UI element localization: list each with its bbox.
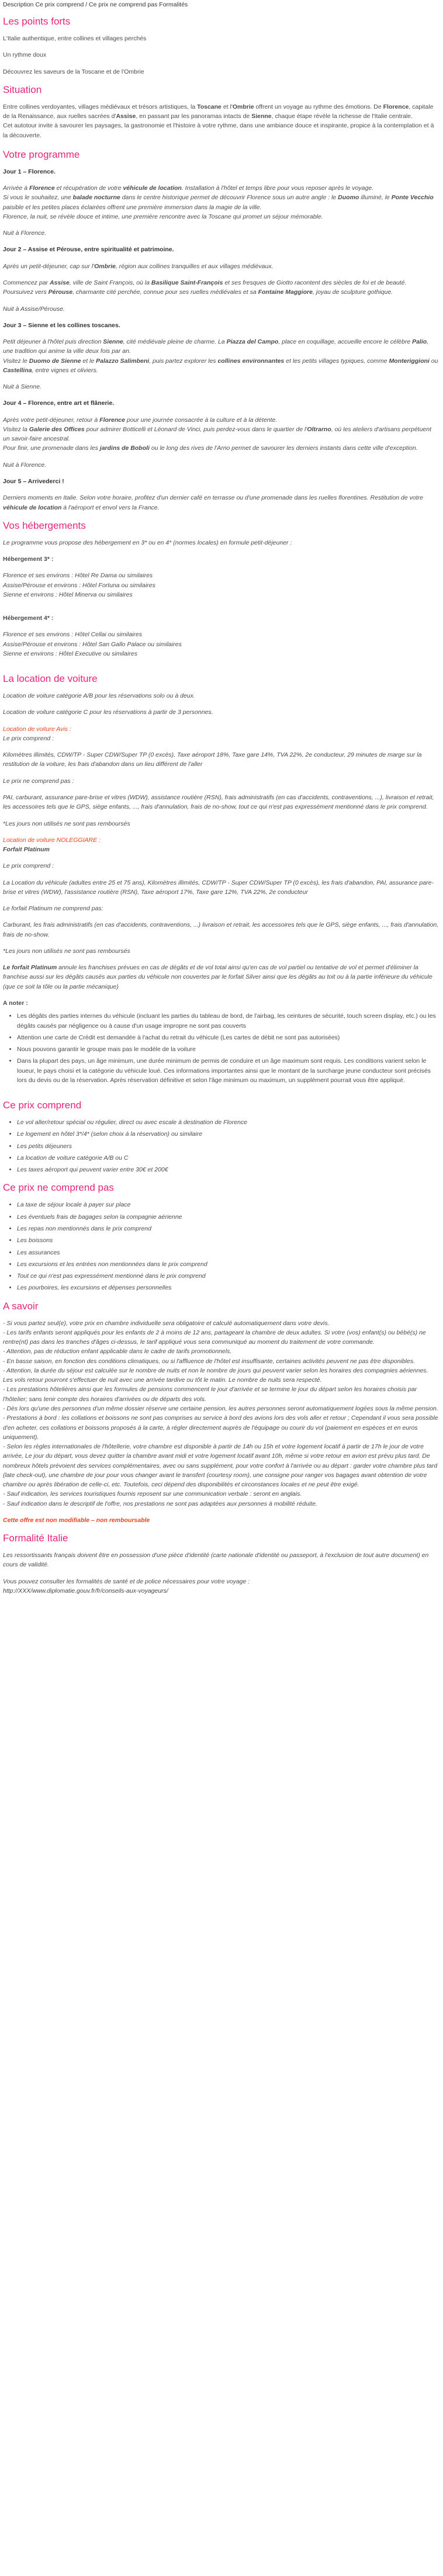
- tabs-line[interactable]: Description Ce prix comprend / Ce prix ne comprend pas Formalités: [3, 1, 188, 8]
- list-item: • La taxe de séjour locale à payer sur place: [17, 1200, 439, 1209]
- forfait-title: Forfait Platinum: [3, 846, 50, 854]
- list-item: • Les assurances: [17, 1248, 439, 1257]
- noleggiare-non-label: Le forfait Platinum ne comprend pas:: [3, 905, 103, 913]
- avis-non-detail: PAI, carburant, assurance pare-brise et vitres (WDW), assistance routière (RSN), frais administratifs (en cas d'accidents, contraventions, ...), livraison et retrait, les accessoires tels que le GPS, siège enfants, ..., frais d'annulation, frais de no-show, tout ce qui n'est pas expressément mentionné dans le prix comprend.: [3, 794, 434, 811]
- day1-title: Jour 1 – Florence.: [3, 168, 56, 175]
- day2-title: Jour 2 – Assise et Pérouse, entre spiritualité et patrimoine.: [3, 246, 174, 254]
- hebergements-intro: Le programme vous propose des hébergement en 3* ou en 4* (normes locales) en formule petit-déjeuner :: [3, 539, 292, 546]
- hebergement-4-list: Florence et ses environs : Hôtel Cellai ou similaires Assise/Pérouse et environs : Hôtel San Gallo Palace ou similaires Sienne et environs : Hôtel Executive ou similaires: [3, 631, 182, 657]
- point-fort-2: Un rythme doux: [3, 51, 47, 59]
- noleggiare-title: Location de voiture NOLEGGIARE :: [3, 836, 101, 844]
- formalite-p1: Les ressortissants français doivent être en possession d'une pièce d'identité (carte nationale d'identité ou passeport, à l'exclusion de tout autre document) en cours de validité.: [3, 1552, 429, 1569]
- list-item: • Nous pouvons garantir le groupe mais pas le modèle de la voiture: [17, 1045, 439, 1054]
- avis-title: Location de voiture Avis :: [3, 725, 71, 733]
- hebergement-4-title: Hébergement 4* :: [3, 615, 54, 622]
- list-item: • Les éventuels frais de bagages selon la compagnie aérienne: [17, 1212, 439, 1222]
- situation-heading: Situation: [3, 84, 42, 95]
- list-item: • Attention une carte de Crédit est demandée à l'achat du retrait du véhicule (Les cartes de débit ne sont pas autorisées): [17, 1033, 439, 1042]
- day3-night: Nuit à Sienne.: [3, 383, 41, 391]
- avis-non-label: Le prix ne comprend pas :: [3, 777, 74, 785]
- list-item: • Dans la plupart des pays, un âge minimum, une durée minimum de permis de conduire et un âge maximum sont requis. Les conditions varient selon le loueur, le pays choisi et la catégorie du véhicule loué. Ces informations importantes ainsi que le montant de la surcharge jeune conducteur sont précisés lors du devis ou de la réservation. Après réservation définitive et selon l'âge minimum ou maximum, un supplément pourrait vous être appliqué.: [17, 1056, 439, 1085]
- list-item: • Le logement en hôtel 3*/4* (selon choix à la réservation) ou similaire: [17, 1129, 439, 1139]
- list-item: • Les excursions et les entrées non mentionnées dans le prix comprend: [17, 1260, 439, 1269]
- asavoir-heading: A savoir: [3, 1300, 39, 1312]
- list-item: • Les pourboires, les excursions et dépenses personnelles: [17, 1283, 439, 1292]
- platinum-detail: Le forfait Platinum annule les franchises prévues en cas de dégâts et de vol total ainsi qu'en cas de vol partiel ou tentative de vol et permet d'éliminer la franchise aussi sur les dégâts causés aux parties du véhicule non couvertes par le forfait Silver ainsi que les dégâts au toit ou à la partie inférieure du véhicule (que ce soit la tôle ou la partie mécanique): [3, 964, 432, 990]
- formalite-heading: Formalité Italie: [3, 1533, 68, 1544]
- comprend-heading: Ce prix comprend: [3, 1100, 82, 1111]
- ne-comprend-heading: Ce prix ne comprend pas: [3, 1182, 114, 1194]
- anoter-list: [3, 1011, 439, 1085]
- points-forts-heading: Les points forts: [3, 16, 71, 27]
- anoter-title: A noter :: [3, 1000, 28, 1007]
- location-heading: La location de voiture: [3, 673, 98, 685]
- hebergement-3-list: Florence et ses environs : Hôtel Re Dama ou similaires Assise/Pérouse et environs : Hôtel Fortuna ou similaires Sienne et environs : Hôtel Minerva ou similaires: [3, 572, 155, 598]
- formalite-p2: Vous pouvez consulter les formalités de santé et de police nécessaires pour votre voyage :: [3, 1578, 250, 1585]
- day3-text: Petit déjeuner à l'hôtel puis direction Sienne, cité médiévale pleine de charme. La Piazza del Campo, place en coquillage, accueille encore le célèbre Palio, une tradition qui anime la ville deux fois par an. Visitez le Duomo de Sienne et le Palazzo Salimbeni, puis partez explorer les collines environnantes et les petits villages typiques, comme Monteriggioni ou Castellina, entre vignes et oliviers.: [3, 338, 438, 374]
- noleggiare-non-detail: Carburant, les frais administratifs (en cas d'accidents, contraventions, ...) livraison et retrait, les accessoires tels que le GPS, siège enfants, ..., frais d'annulation, frais de no-show.: [3, 921, 439, 938]
- day4-night: Nuit à Florence.: [3, 461, 47, 469]
- noleggiare-prix-label: Le prix comprend :: [3, 862, 54, 870]
- list-item: • Les repas non mentionnés dans le prix comprend: [17, 1224, 439, 1233]
- comprend-list: [3, 1118, 439, 1174]
- avis-inclus: Kilomètres illimités, CDW/TP - Super CDW/Super TP (0 excès), Taxe aéroport 18%, Taxe gare 14%, TVA 22%, 2e conducteur, 29 minutes de marge sur la restitution de la voiture, les frais d'abandon dans un lieu différent de l'aller: [3, 751, 422, 768]
- list-item: • Les dégâts des parties internes du véhicule (incluant les parties du tableau de bord, de l'airbag, les ceintures de sécurité, touch screen display, etc.) ou les dégâts causés par négligence ou à cause d'un usage impropre ne sont pas couverts: [17, 1011, 439, 1031]
- situation-text: Entre collines verdoyantes, villages médiévaux et trésors artistiques, la Toscane et l'Ombrie offrent un voyage au rythme des émotions. De Florence, capitale de la Renaissance, aux ruelles sacrées d'Assise, en passant par les panoramas intacts de Sienne, chaque étape révèle la richesse de l'Italie centrale. Cet autotour invite à savourer les paysages, la gastronomie et l'histoire à votre rythme, dans une ambiance douce et inspirante, propice à la contemplation et à la découverte.: [3, 103, 434, 139]
- noleggiare-note: *Les jours non utilisés ne sont pas remboursés: [3, 947, 130, 955]
- hebergements-heading: Vos hébergements: [3, 519, 86, 531]
- list-item: • La location de voiture catégorie A/B ou C: [17, 1153, 439, 1163]
- day3-title: Jour 3 – Sienne et les collines toscanes.: [3, 321, 120, 329]
- asavoir-text: - Si vous partez seul(e), votre prix en chambre individuelle sera obligatoire et calculé automatiquement dans votre devis. - Les tarifs enfants seront appliqués pour les enfants de 2 à moins de 12 ans, partageant la chambre de deux adultes. Si votre (vos) enfant(s) ou bébé(s) ne rentre(nt) pas dans les tranches d'âges ci-dessus, le tarif appliqué vous sera communiqué au moment du traitement de votre commande. - Attention, pas de réduction enfant applicable dans le cadre de tarifs promotionnels. - En basse saison, en fonction des conditions climatiques, ou si l'affluence de l'hôtel est insuffisante, certaines activités peuvent ne pas être disponibles. - Attention, la durée du séjour est calculée sur le nombre de nuits et non le nombre de jours qui peuvent varier selon les horaires des compagnies aériennes. Les vols retour pourront s'effectuer de nuit avec une arrivée tardive ou tôt le matin. Le nombre de nuits sera respecté. - Les prestations hôtelières ainsi que les formules de pensions commencent le jour d'arrivée et se termine le jour du départ selon les horaires choisis par l'hôtelier; sans tenir compte des horaires d'arrivées ou de départs des vols. - Dès lors qu'une des personnes d'un même dossier réserve une certaine pension, les autres personnes seront automatiquement logées sous la même pension. - Prestations à bord : les collations et boissons ne sont pas comprises au service à bord des avions lors des vols aller et retour ; Cependant il vous sera possible d'en acheter, ces collations et boissons proposés à la carte, à régler directement auprès de l'équipage ou courir du vol (paiement en espèces et en euros uniquement). - Selon les règles internationales de l'hôtellerie, votre chambre est disponible à partir de 14h ou 15h et votre logement locatif à partir de 17h le jour de votre arrivée, Le jour du départ, vous devez quitter la chambre avant midi et votre logement locatif avant 10h, même si votre retour en avion est prévu plus tard. De nombreux hôtels prévoient des services complémentaires, avec ou sans supplément, pour votre confort à l'arrivée ou au départ : garder votre chambre plus tard (late check-out), une chambre de jour pour vous changer avant le transfert (courtesy room), une consigne pour ranger vos bagages avant obtention de votre chambre ou après libération de celle-ci, etc. Toutefois, ceci dépend des disponibilités et circonstances locales et ne peut être exigé. - Sauf indication, les services touristiques fournis reposent sur une communication verbale : seront en anglais. - Sauf indication dans le descriptif de l'offre, nos prestations ne sont pas adaptées aux personnes à mobilité réduite.: [3, 1319, 438, 1507]
- day4-title: Jour 4 – Florence, entre art et flânerie.: [3, 400, 115, 407]
- day5-text: Derniers moments en Italie. Selon votre horaire, profitez d'un dernier café en terrasse ou d'une promenade dans les ruelles florentines. Restitution de votre véhicule de location à l'aéroport et envol vers la France.: [3, 494, 423, 511]
- point-fort-3: Découvrez les saveurs de la Toscane et de l'Ombrie: [3, 68, 144, 75]
- noleggiare-inclus: La Location du véhicule (adultes entre 25 et 75 ans), Kilomètres illimités, CDW/TP - Super CDW/Super TP (0 excès), les frais d'abandon, PAI, assurance pare-brise et vitres (WDW), l'assistance routière (RSN), Taxe aéroport 17%, Taxe gare 12%, TVA 22%, 2e conducteur: [3, 879, 434, 896]
- list-item: • Les taxes aéroport qui peuvent varier entre 30€ et 200€: [17, 1165, 439, 1174]
- day1-night: Nuit à Florence.: [3, 230, 47, 237]
- list-item: • Les petits déjeuners: [17, 1142, 439, 1151]
- day4-text: Après votre petit-déjeuner, retour à Florence pour une journée consacrée à la culture et à la détente. Visitez la Galerie des Offices pour admirer Botticelli et Léonard de Vinci, puis perdez-vous dans le quartier de l'Oltrarno, où les ateliers d'artisans perpétuent un savoir-faire ancestral. Pour finir, une promenade dans les jardins de Boboli ou le long des rives de l'Arno permet de savourer les derniers instants dans cette ville d'exception.: [3, 416, 432, 452]
- formalite-link[interactable]: http://XXX/www.diplomatie.gouv.fr/fr/conseils-aux-voyageurs/: [3, 1587, 168, 1594]
- day2-p1: Après un petit-déjeuner, cap sur l'Ombrie, région aux collines tranquilles et aux villages médiévaux.: [3, 262, 274, 270]
- day5-title: Jour 5 – Arrivederci !: [3, 477, 64, 485]
- day2-night: Nuit à Assise/Pérouse.: [3, 305, 65, 313]
- programme-heading: Votre programme: [3, 148, 80, 160]
- point-fort-1: L'Italie authentique, entre collines et villages perchés: [3, 35, 147, 42]
- avis-note: *Les jours non utilisés ne sont pas remboursés: [3, 820, 130, 827]
- location-p1: Location de voiture catégorie A/B pour les réservations solo ou à deux.: [3, 692, 195, 700]
- day1-text: Arrivée à Florence et récupération de votre véhicule de location. Installation à l'hôtel et temps libre pour vous reposer après le voyage. Si vous le souhaitez, une balade nocturne dans le centre historique permet de découvrir Florence sous un autre angle : le Duomo illuminé, le Ponte Vecchio paisible et les petites places éclairées offrent une première immersion dans la magie de la ville. Florence, la nuit, se révèle douce et intime, une première rencontre avec la Toscane qui promet un séjour mémorable.: [3, 185, 434, 220]
- avis-prix-label: Le prix comprend :: [3, 734, 54, 742]
- asavoir-note: Cette offre est non modifiable – non remboursable: [3, 1516, 150, 1524]
- list-item: • Tout ce qui n'est pas expressément mentionné dans le prix comprend: [17, 1271, 439, 1281]
- list-item: • Le vol aller/retour spécial ou régulier, direct ou avec escale à destination de Florence: [17, 1118, 439, 1127]
- list-item: • Les boissons: [17, 1236, 439, 1245]
- location-p2: Location de voiture catégorie C pour les réservations à partir de 3 personnes.: [3, 709, 213, 716]
- day2-text: Commencez par Assise, ville de Saint François, où la Basilique Saint-François et ses fresques de Giotto racontent des siècles de foi et de beauté. Poursuivez vers Pérouse, charmante cité perchée, connue pour ses ruelles médiévales et sa Fontaine Maggiore, joyau de sculpture gothique.: [3, 279, 407, 296]
- ne-comprend-list: [3, 1200, 439, 1292]
- hebergement-3-title: Hébergement 3* :: [3, 556, 54, 563]
